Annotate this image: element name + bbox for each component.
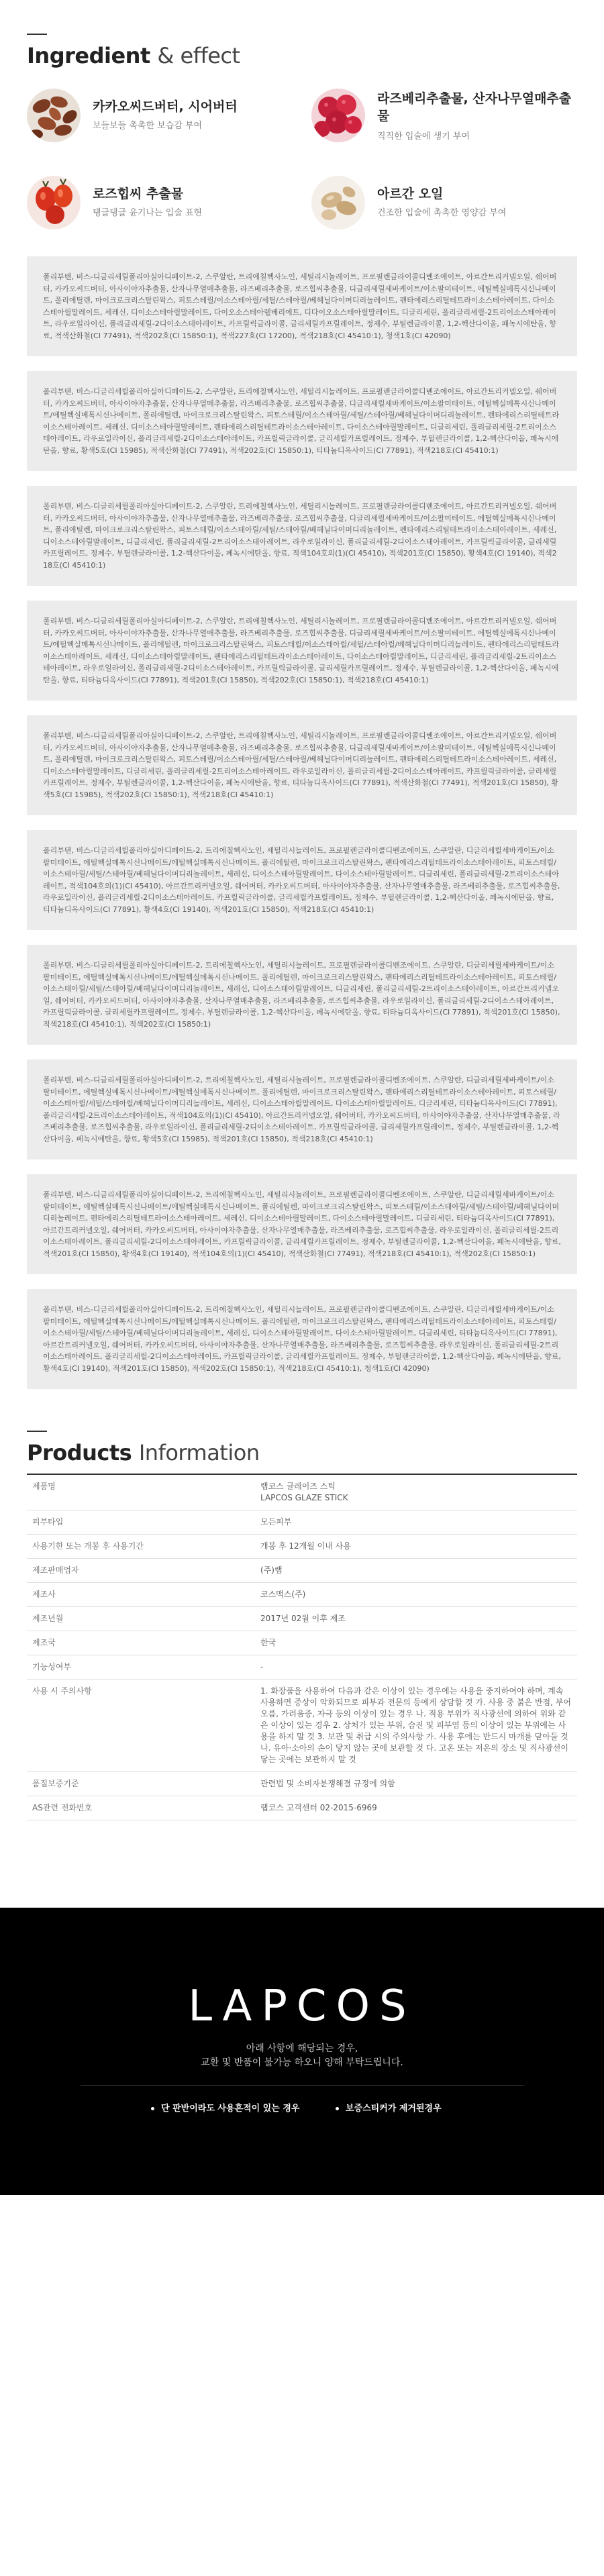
raspberry-icon [311,89,365,142]
formula-box: 폴리부텐, 비스-디글리세릴폴리아실아디페이트-2, 트리에칠헥사노인, 세틸리시놀레이트, 프로필렌글라이콜디벤조에이트, 스쿠알란, 디글리세릴세바케이트/이소팔미테이트, 에틸헥실메톡시신나메이트/에틸헥실메톡시신나메이트, 폴리에틸렌, 마이크로크리스탈린왁스, 펜타에리스리틸테트라이소스테아레이트, 피토스테릴/이소스테아릴/세틸/스테아릴/베헤닐다이머디리놀레이트, 세레신, 디이소스테아릴말레이트, 다이소스테아릴말레이트, 디글리세린, 폴리글리세릴-2트리이소스테아레이트, 적색104호의(1)(CI 45410), 아르간트리커넬오일, 쉐어버터, 카카오씨드버터, 아사이야자추출물, 산자나무열매추출물, 라즈베리추출물, 로즈힙씨추출물, 라우로일라이신, 폴리글리세릴-2디이소스테아레이트, 카프릴릭글라이콜, 글리세릴카프릴레이트, 정제수, 부틸렌글라이콜, 1,2-헥산다이올, 페녹시에탄올, 향료, 티타늄디옥사이드(CI 77891), 황색4호(CI 19140), 적색201호(CI 15850), 적색218호(CI 45410:1) [27,830,577,930]
ingredient-desc: 보들보들 촉촉한 보습감 부여 [93,121,203,131]
row-key: 사용기한 또는 개봉 후 사용기간 [27,1535,255,1559]
products-title [27,1440,577,1465]
ingredient-grid [0,82,604,256]
table-row [27,1655,577,1680]
formula-box: 폴리부텐, 비스-디글리세릴폴리아실아디페이트-2, 스쿠알란, 트리에칠헥사노인, 세틸리시놀레이트, 프로필렌글라이콜디벤조에이트, 아르간트리커넬오일, 쉐어버터, 카카오씨드버터, 아사이야자추출물, 산자나무열매추출물, 라즈베리추출물, 로즈힙씨추출물, 디글리세릴세바케이트/이소팔미테이트, 에틸헥실메톡시신나메이트, 폴리에틸렌, 마이크로크리스탈린왁스, 피토스테릴/이소스테아릴/세틸/스테아릴/베헤닐다이머디리놀레이트, 펜타에리스리틸테트라이소스테아레이트, 세레신, 디이소스테아릴말레이트, 디글리세린, 폴리글리세릴-2트리이소스테아레이트, 라우로일라이신, 폴리글리세릴-2디이소스테아레이트, 카프릴릭글라이콜, 글리세릴카프릴레이트, 정제수, 부틸렌글라이콜, 1,2-헥산다이올, 페녹시에탄올, 향료, 티타늄디옥사이드(CI 77891), 적색산화철(CI 77491), 적색201호(CI 15850), 황색5호(CI 15985), 적색202호(CI 15850:1), 적색218호(CI 45410:1) [27,715,577,815]
ingredient-name: 로즈힙씨 추출물 [93,187,184,201]
products-section [0,1404,604,1820]
row-key: 피부타입 [27,1510,255,1535]
bullet-dot-icon [151,2107,154,2110]
argan-icon [311,176,365,229]
brand-logo: LAPCOS [188,1981,416,2031]
row-value: 관련법 및 소비자분쟁해결 규정에 의함 [255,1772,577,1796]
products-title-bold: Products [27,1440,132,1465]
rosehip-icon [27,176,81,229]
footer-bullet [151,2101,299,2114]
row-value: 개봉 후 12개월 이내 사용 [255,1535,577,1559]
row-key: 제조판매업자 [27,1559,255,1583]
ingredient-title-light: & effect [157,43,240,68]
row-key: 제조년월 [27,1607,255,1631]
ingredient-item [27,176,295,243]
title-rule [27,1431,47,1432]
row-value: 랩코스 글레이즈 스틱 LAPCOS GLAZE STICK [255,1474,577,1510]
footer-banner [0,1908,604,2195]
cacao-icon [27,89,81,142]
bullet-dot-icon [336,2107,339,2110]
footer-divider [81,2085,523,2086]
ingredient-name: 카카오씨드버터, 시어버터 [93,99,238,114]
ingredient-desc: 탱글탱글 윤기나는 입술 표현 [93,208,203,218]
ingredient-name: 아르간 오일 [377,187,444,201]
product-info-table [27,1474,577,1820]
table-row [27,1607,577,1631]
ingredient-title-bold: Ingredient [27,43,150,68]
formula-box: 폴리부텐, 비스-디글리세릴폴리아실아디페이트-2, 트리에칠헥사노인, 세틸리시놀레이트, 프로필렌글라이콜디벤조에이트, 스쿠알란, 디글리세릴세바케이트/이소팔미테이트, 에틸헥실메톡시신나메이트/에틸헥실메톡시신나메이트, 폴리에틸렌, 마이크로크리스탈린왁스, 펜타에리스리틸테트라이소스테아레이트, 피토스테릴/이소스테아릴/세틸/스테아릴/베헤닐다이머디리놀레이트, 세레신, 디이소스테아릴말레이트, 다이소스테아릴말레이트, 디글리세린, 티타늄디옥사이드(CI 77891), 폴리글리세릴-2트리이소스테아레이트, 적색104호의(1)(CI 45410), 아르간트리커넬오일, 쉐어버터, 카카오씨드버터, 아사이야자추출물, 산자나무열매추출물, 라즈베리추출물, 로즈힙씨추출물, 라우로일라이신, 폴리글리세릴-2디이소스테아레이트, 카프릴릭글라이콜, 글리세릴카프릴레이트, 정제수, 부틸렌글라이콜, 1,2-헥산다이올, 페녹시에탄올, 향료, 황색5호(CI 15985), 적색201호(CI 15850), 적색218호(CI 45410:1) [27,1060,577,1160]
ingredient-name: 라즈베리추출물, 산자나무열매추출물 [377,91,572,123]
table-row [27,1796,577,1820]
row-key: 품질보증기준 [27,1772,255,1796]
footer-notice-line: 아래 사항에 해당되는 경우, [246,2043,358,2054]
footer-notice [0,2042,604,2070]
ingredient-desc: 직직한 입술에 생기 부여 [377,132,470,142]
row-value: (주)랩 [255,1559,577,1583]
ingredient-desc: 건조한 입술에 촉촉한 영양감 부여 [377,208,507,218]
formula-box: 폴리부텐, 비스-디글리세릴폴리아실아디페이트-2, 스쿠알란, 트리에칠헥사노인, 세틸리시놀레이트, 프로필렌글라이콜디벤조에이트, 아르간트리커넬오일, 쉐어버터, 카카오씨드버터, 아사이야자추출물, 산자나무열매추출물, 라즈베리추출물, 로즈힙씨추출물, 디글리세릴세바케이트/이소팔미테이트, 에틸헥실메톡시신나메이트, 폴리에틸렌, 마이크로크리스탈린왁스, 피토스테릴/이소스테아릴/세틸/스테아릴/베헤닐다이머디리놀레이트, 펜타에리스리틸테트라이소스테아레이트, 세레신, 디이소스테아릴말레이트, 디글리세린, 폴리글리세릴-2트리이소스테아레이트, 라우로일라이신, 폴리글리세릴-2디이소스테아레이트, 카프릴릭글라이콜, 글리세릴카프릴레이트, 정제수, 부틸렌글라이콜, 1,2-헥산다이올, 페녹시에탄올, 향료, 적색104호의(1)(CI 45410), 적색201호(CI 15850), 황색4호(CI 19140), 적색218호(CI 45410:1) [27,486,577,586]
row-value: 한국 [255,1631,577,1655]
row-key: 제조사 [27,1583,255,1607]
formula-box: 폴리부텐, 비스-디글리세릴폴리아실아디페이트-2, 트리에칠헥사노인, 세틸리시놀레이트, 프로필렌글라이콜디벤조에이트, 스쿠알란, 디글리세릴세바케이트/이소팔미테이트, 에틸헥실메톡시신나메이트/에틸헥실메톡시신나메이트, 폴리에틸렌, 마이크로크리스탈린왁스, 펜타에리스리틸테트라이소스테아레이트, 피토스테릴/이소스테아릴/세틸/스테아릴/베헤닐다이머디리놀레이트, 세레신, 디이소스테아릴말레이트, 디글리세린, 폴리글리세릴-2트리이소스테아레이트, 아르간트리커넬오일, 쉐어버터, 카카오씨드버터, 아사이야자추출물, 산자나무열매추출물, 라즈베리추출물, 로즈힙씨추출물, 라우로일라이신, 폴리글리세릴-2디이소스테아레이트, 카프릴릭글라이콜, 글리세릴카프릴레이트, 정제수, 부틸렌글라이콜, 1,2-헥산다이올, 페녹시에탄올, 향료, 티타늄디옥사이드(CI 77891), 적색201호(CI 15850), 적색218호(CI 45410:1), 적색202호(CI 15850:1) [27,945,577,1045]
formula-box: 폴리부텐, 비스-디글리세릴폴리아실아디페이트-2, 스쿠알란, 트리에칠헥사노인, 세틸리시놀레이트, 프로필렌글라이콜디벤조에이트, 아르간트리커넬오일, 쉐어버터, 카카오씨드버터, 아사이야자추출물, 산자나무열매추출물, 라즈베리추출물, 로즈힙씨추출물, 디글리세릴세바케이트/이소팔미테이트, 에틸헥실메톡시신나메이트/에틸헥실메톡시신나메이트, 폴리에틸렌, 마이크로크리스탈린왁스, 피토스테릴/이소스테아릴/세틸/스테아릴/베헤닐다이머디리놀레이트, 펜타에리스리틸테트라이소스테아레이트, 세레신, 디이소스테아릴말레이트, 펜타에리스리틸테트라이소스테아레이트, 다이소스테아릴말레이트, 디글리세린, 폴리글리세릴-2트리이소스테아레이트, 라우로일라이신, 폴리글리세릴-2디이소스테아레이트, 카프릴릭글라이콜, 글리세릴카프릴레이트, 정제수, 부틸렌글라이콜, 1,2-헥산다이올, 페녹시에탄올, 향료, 황색5호(CI 15985), 적색산화철(CI 77491), 적색202호(CI 15850:1), 티타늄디옥사이드(CI 77891), 적색218호(CI 45410:1) [27,371,577,471]
row-key: 제품명 [27,1474,255,1510]
table-row [27,1583,577,1607]
formula-box: 폴리부텐, 비스-디글리세릴폴리아실아디페이트-2, 트리에칠헥사노인, 세틸리시놀레이트, 프로필렌글라이콜디벤조에이트, 스쿠알란, 디글리세릴세바케이트/이소팔미테이트, 에틸헥실메톡시신나메이트/에틸헥실메톡시신나메이트, 폴리에틸렌, 마이크로크리스탈린왁스, 피토스테릴/이소스테아릴/세틸/스테아릴/베헤닐다이머디리놀레이트, 펜타에리스리틸테트라이소스테아레이트, 세레신, 디이소스테아릴말레이트, 다이소스테아릴말레이트, 디글리세린, 티타늄디옥사이드(CI 77891), 아르간트리커넬오일, 쉐어버터, 카카오씨드버터, 아사이야자추출물, 산자나무열매추출물, 라즈베리추출물, 로즈힙씨추출물, 라우로일라이신, 폴리글리세릴-2트리이소스테아레이트, 폴리글리세릴-2디이소스테아레이트, 카프릴릭글라이콜, 글리세릴카프릴레이트, 정제수, 부틸렌글라이콜, 1,2-헥산다이올, 페녹시에탄올, 향료, 적색201호(CI 15850), 황색4호(CI 19140), 적색104호의(1)(CI 45410), 적색산화철(CI 77491), 적색218호(CI 45410:1), 적색202호(CI 15850:1) [27,1174,577,1274]
ingredient-item [27,89,295,156]
formula-box: 폴리부텐, 비스-디글리세릴폴리아실아디페이트-2, 트리에칠헥사노인, 세틸리시놀레이트, 프로필렌글라이콜디벤조에이트, 스쿠알란, 디글리세릴세바케이트/이소팔미테이트, 에틸헥실메톡시신나메이트/에틸헥실메톡시신나메이트, 폴리에틸렌, 마이크로크리스탈린왁스, 펜타에리스리틸테트라이소스테아레이트, 피토스테릴/이소스테아릴/세틸/스테아릴/베헤닐다이머디리놀레이트, 세레신, 디이소스테아릴말레이트, 다이소스테아릴말레이트, 디글리세린, 티타늄디옥사이드(CI 77891), 아르간트리커넬오일, 쉐어버터, 카카오씨드버터, 아사이야자추출물, 산자나무열매추출물, 라즈베리추출물, 로즈힙씨추출물, 라우로일라이신, 폴리글리세릴-2트리이소스테아레이트, 폴리글리세릴-2디이소스테아레이트, 카프릴릭글라이콜, 글리세릴카프릴레이트, 정제수, 부틸렌글라이콜, 1,2-헥산다이올, 페녹시에탄올, 향료, 황색4호(CI 19140), 적색201호(CI 15850), 적색202호(CI 15850:1), 적색218호(CI 45410:1), 청색1호(CI 42090) [27,1289,577,1389]
row-value: 코스맥스(주) [255,1583,577,1607]
footer-bullet [336,2101,442,2114]
ingredient-item [311,89,580,156]
row-key: 기능성여부 [27,1655,255,1680]
table-row [27,1680,577,1772]
table-row [27,1474,577,1510]
table-row [27,1631,577,1655]
row-value: 1. 화장품을 사용하여 다음과 같은 이상이 있는 경우에는 사용을 중지하여야 하며, 계속 사용하면 증상이 악화되므로 피부과 전문의 등에게 상담할 것 가. 사용 중 붉은 반점, 부어오름, 가려움증, 자극 등의 이상이 있는 경우 나. 적용 부위가 직사광선에 의하여 위와 같은 이상이 있는 경우 2. 상처가 있는 부위, 습진 및 피부염 등의 이상이 있는 부위에는 사용을 하지 말 것 3. 보관 및 취급 시의 주의사항 가. 사용 후에는 반드시 마개를 닫아둘 것 나. 유아·소아의 손이 닿지 않는 곳에 보관할 것 다. 고온 또는 저온의 장소 및 직사광선이 닿는 곳에는 보관하지 말 것 [255,1680,577,1772]
row-value: - [255,1655,577,1680]
formula-box: 폴리부텐, 비스-디글리세릴폴리아실아디페이트-2, 스쿠알란, 트리에칠헥사노인, 세틸리시놀레이트, 프로필렌글라이콜디벤조에이트, 아르간트리커넬오일, 쉐어버터, 카카오씨드버터, 아사이야자추출물, 산자나무열매추출물, 라즈베리추출물, 로즈힙씨추출물, 디글리세릴세바케이트/이소팔미테이트, 에틸헥실메톡시신나메이트, 폴리에틸렌, 마이크로크리스탈린왁스, 피토스테릴/이소스테아릴/세틸/스테아릴/베헤닐다이머디리놀레이트, 펜타에리스리틸테트라이소스테아레이트, 다이소스테아릴말레이트, 세레신, 디이소스테아릴말레이트, 다이오소스테아렡베리에트, 디다이오소스테아릴말레이트, 디글리세린, 폴리글리세릴-2트리이소스테아레이트, 라우로일라이신, 폴리글리세릴-2디이소스테아레이트, 카프릴릭글라이콜, 글리세릴카프릴레이트, 정제수, 부틸렌글라이콜, 1,2-헥산다이올, 페녹시에탄올, 향료, 적색산화철(CI 77491), 적색202호(CI 15850:1), 적색227호(CI 17200), 적색218호(CI 45410:1), 청색1호(CI 42090) [27,256,577,356]
title-rule [27,34,47,35]
table-row [27,1510,577,1535]
footer-bullet-text: 단 판반이라도 사용흔적이 있는 경우 [161,2104,300,2114]
products-title-light: Information [138,1440,260,1465]
footer-bullet-text: 보증스티커가 제거된경우 [346,2104,442,2114]
formula-list [0,256,604,1389]
ingredient-item [311,176,580,243]
row-key: 제조국 [27,1631,255,1655]
table-row [27,1772,577,1796]
formula-box: 폴리부텐, 비스-디글리세릴폴리아실아디페이트-2, 스쿠알란, 트리에칠헥사노인, 세틸리시놀레이트, 프로필렌글라이콜디벤조에이트, 아르간트리커넬오일, 쉐어버터, 카카오씨드버터, 아사이야자추출물, 산자나무열매추출물, 라즈베리추출물, 로즈힙씨추출물, 디글리세릴세바케이트/이소팔미테이트, 에틸헥실메톡시신나메이트/에틸헥실메톡시신나메이트, 폴리에틸렌, 마이크로크리스탈린왁스, 피토스테릴/이소스테아릴/세틸/스테아릴/베헤닐다이머디리놀레이트, 펜타에리스리틸테트라이소스테아레이트, 세레신, 디이소스테아릴말레이트, 펜타에리스리틸테트라이소스테아레이트, 다이소스테아릴말레이트, 디글리세린, 폴리글리세릴-2트리이소스테아레이트, 라우로일라이신, 폴리글리세릴-2디이소스테아레이트, 카프릴릭글라이콜, 글리세릴카프릴레이트, 정제수, 부틸렌글라이콜, 1,2-헥산다이올, 페녹시에탄올, 향료, 티타늄디옥사이드(CI 77891), 적색201호(CI 15850), 적색202호(CI 15850:1), 적색218호(CI 45410:1) [27,601,577,701]
footer-notice-line: 교환 및 반품이 불가능 하오니 양해 부탁드립니다. [201,2057,403,2068]
table-row [27,1535,577,1559]
row-key: AS관련 전화번호 [27,1796,255,1820]
row-value: 모든피부 [255,1510,577,1535]
table-row [27,1559,577,1583]
ingredient-title [27,43,604,68]
row-value: 랩코스 고객센터 02-2015-6969 [255,1796,577,1820]
row-key: 사용 시 주의사항 [27,1680,255,1772]
row-value: 2017년 02월 이후 제조 [255,1607,577,1631]
